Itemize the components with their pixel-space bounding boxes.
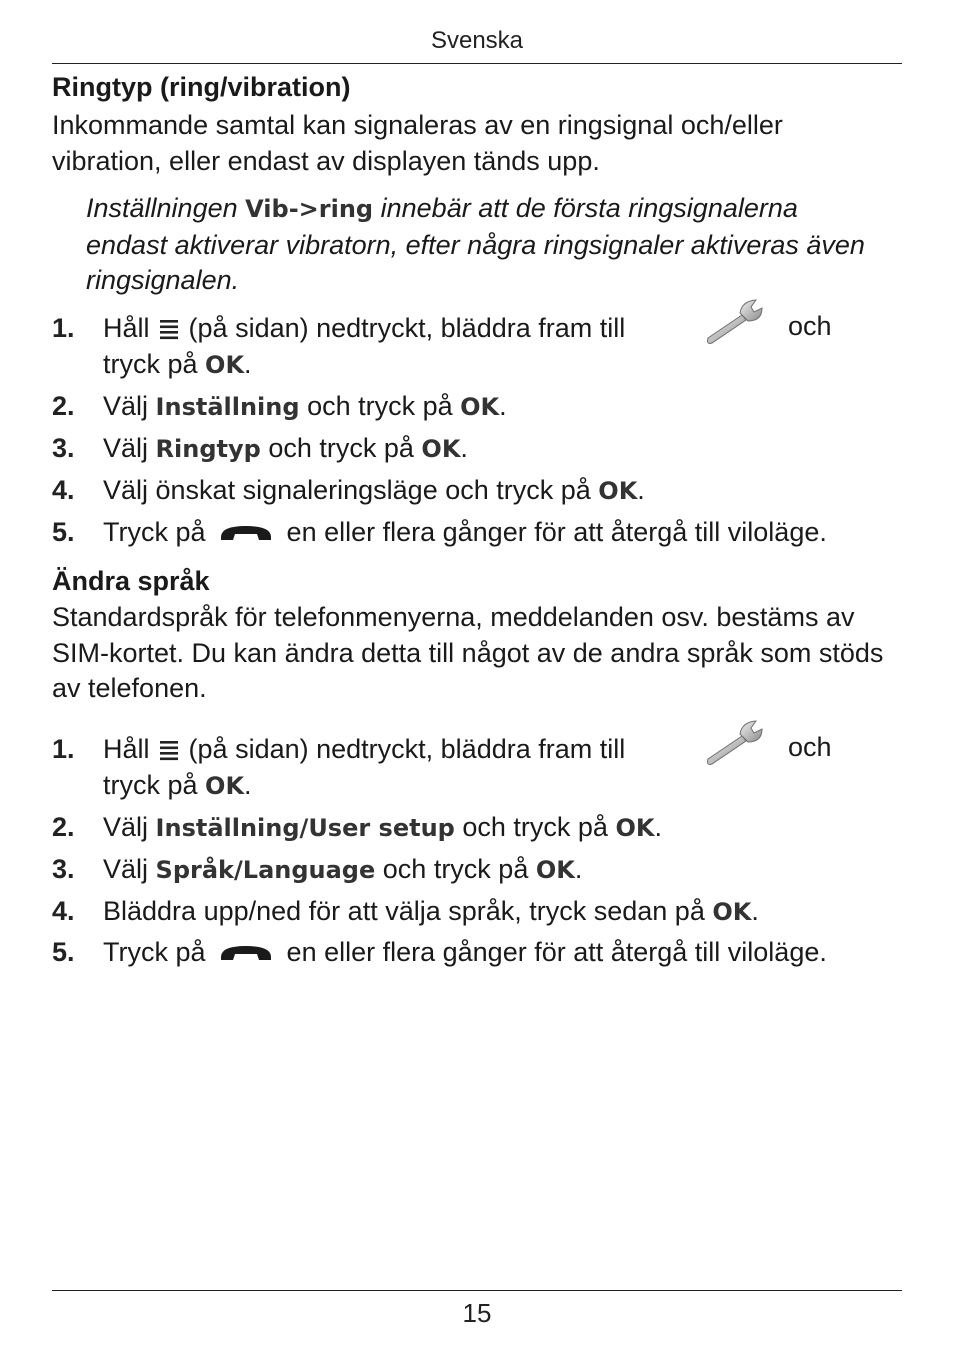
step-item — [52, 732, 912, 804]
step-text-mid: och tryck på — [382, 854, 529, 884]
section-intro-andra-sprak: Standardspråk för telefonmenyerna, meddelanden osv. bestäms av SIM-kortet. Du kan ändra detta till något av de andra språk som stöds av telefonen. — [52, 602, 884, 703]
step-text — [103, 935, 933, 971]
step-number: 5. — [52, 517, 75, 547]
footer-divider — [52, 1290, 902, 1291]
step-number: 5. — [52, 937, 75, 967]
note-vib-ring — [86, 191, 886, 299]
step-text-line2: tryck på — [103, 769, 198, 800]
step-text-start: Välj — [103, 812, 149, 842]
step-text-start: Välj — [103, 854, 149, 884]
step-number: 1. — [52, 313, 75, 343]
ok-keyword: OK — [712, 898, 752, 926]
step-number: 3. — [52, 433, 75, 463]
note-text-end: innebär att de första ringsignalerna endast aktiverar vibratorn, efter några ringsignaler aktiveras även ringsignalen. — [86, 193, 865, 295]
wrench-icon — [702, 718, 766, 768]
step-item — [52, 311, 912, 383]
step-text-end: . — [244, 769, 252, 800]
section-heading-ringtyp: Ringtyp (ring/vibration) — [52, 72, 351, 102]
step-text-end: . — [574, 854, 583, 884]
step-text-start: Tryck på — [103, 517, 206, 547]
ok-keyword: OK — [615, 814, 655, 842]
step-number: 1. — [52, 734, 75, 764]
step-text — [103, 431, 903, 468]
step-text-end: . — [751, 896, 759, 926]
end-call-icon — [217, 523, 275, 543]
menu-keyword: Inställning — [155, 393, 300, 421]
menu-lines-icon — [159, 739, 179, 761]
section-heading-andra-sprak: Ändra språk — [52, 566, 210, 596]
step-text-end: . — [499, 391, 507, 421]
step-text-end: en eller flera gånger för att återgå till viloläge. — [286, 517, 827, 547]
step-text-mid: (på sidan) nedtryckt, bläddra fram till — [188, 734, 626, 764]
ok-keyword: OK — [421, 435, 461, 463]
ok-keyword: OK — [205, 771, 245, 800]
ok-keyword: OK — [205, 350, 245, 379]
step-text-mid: och tryck på — [462, 812, 608, 842]
step-text — [103, 473, 903, 510]
step-text — [103, 732, 903, 804]
step-item — [52, 894, 912, 930]
step-text-start: Välj önskat signaleringsläge och tryck på — [103, 475, 591, 505]
step-number: 3. — [52, 854, 75, 884]
step-text-end: . — [460, 433, 468, 463]
step-text-start: Välj — [103, 433, 149, 463]
step-item — [52, 852, 912, 888]
step-item — [52, 515, 912, 551]
step-text-mid: och tryck på — [307, 391, 453, 421]
step-text-start: Håll — [103, 734, 150, 764]
step-text — [103, 894, 933, 931]
page-number: 15 — [462, 1298, 492, 1328]
ok-keyword: OK — [598, 477, 638, 505]
step-text-och: och — [788, 311, 832, 341]
step-text-end: . — [244, 348, 252, 379]
step-text — [103, 515, 933, 551]
step-text — [103, 389, 903, 426]
section-intro-ringtyp: Inkommande samtal kan signaleras av en ringsignal och/eller vibration, eller endast av displayen tänds upp. — [52, 110, 783, 176]
step-item — [52, 389, 912, 425]
step-item — [52, 431, 912, 467]
page-header-title: Svenska — [430, 27, 524, 54]
wrench-icon — [702, 297, 766, 347]
step-text-och: och — [788, 732, 832, 762]
note-text-start: Inställningen — [86, 193, 238, 223]
step-number: 4. — [52, 896, 75, 926]
step-text — [103, 852, 903, 889]
step-text-mid: (på sidan) nedtryckt, bläddra fram till — [188, 313, 626, 343]
ok-keyword: OK — [460, 393, 500, 421]
step-number: 2. — [52, 812, 75, 842]
step-text-start: Håll — [103, 313, 150, 343]
step-text-end: . — [654, 812, 662, 842]
step-text-start: Välj — [103, 391, 149, 421]
step-item — [52, 810, 912, 846]
menu-keyword: Språk/Language — [155, 856, 376, 884]
step-text-end: . — [637, 475, 645, 505]
step-item — [52, 935, 912, 971]
menu-keyword: Ringtyp — [155, 435, 261, 463]
menu-lines-icon — [159, 318, 179, 340]
step-text-start: Tryck på — [103, 937, 206, 967]
note-keyword: Vib->ring — [245, 195, 374, 223]
menu-keyword: Inställning/User setup — [155, 814, 455, 842]
step-item — [52, 473, 912, 509]
step-text-mid: och tryck på — [268, 433, 414, 463]
step-number: 4. — [52, 475, 75, 505]
step-text-line2: tryck på — [103, 348, 198, 379]
step-text — [103, 311, 903, 383]
step-number: 2. — [52, 391, 75, 421]
step-text — [103, 810, 903, 847]
end-call-icon — [217, 943, 275, 963]
ok-keyword: OK — [535, 856, 575, 884]
step-text-start: Bläddra upp/ned för att välja språk, tryck sedan på — [103, 896, 705, 926]
step-text-end: en eller flera gånger för att återgå till viloläge. — [286, 937, 827, 967]
header-divider — [52, 63, 902, 64]
